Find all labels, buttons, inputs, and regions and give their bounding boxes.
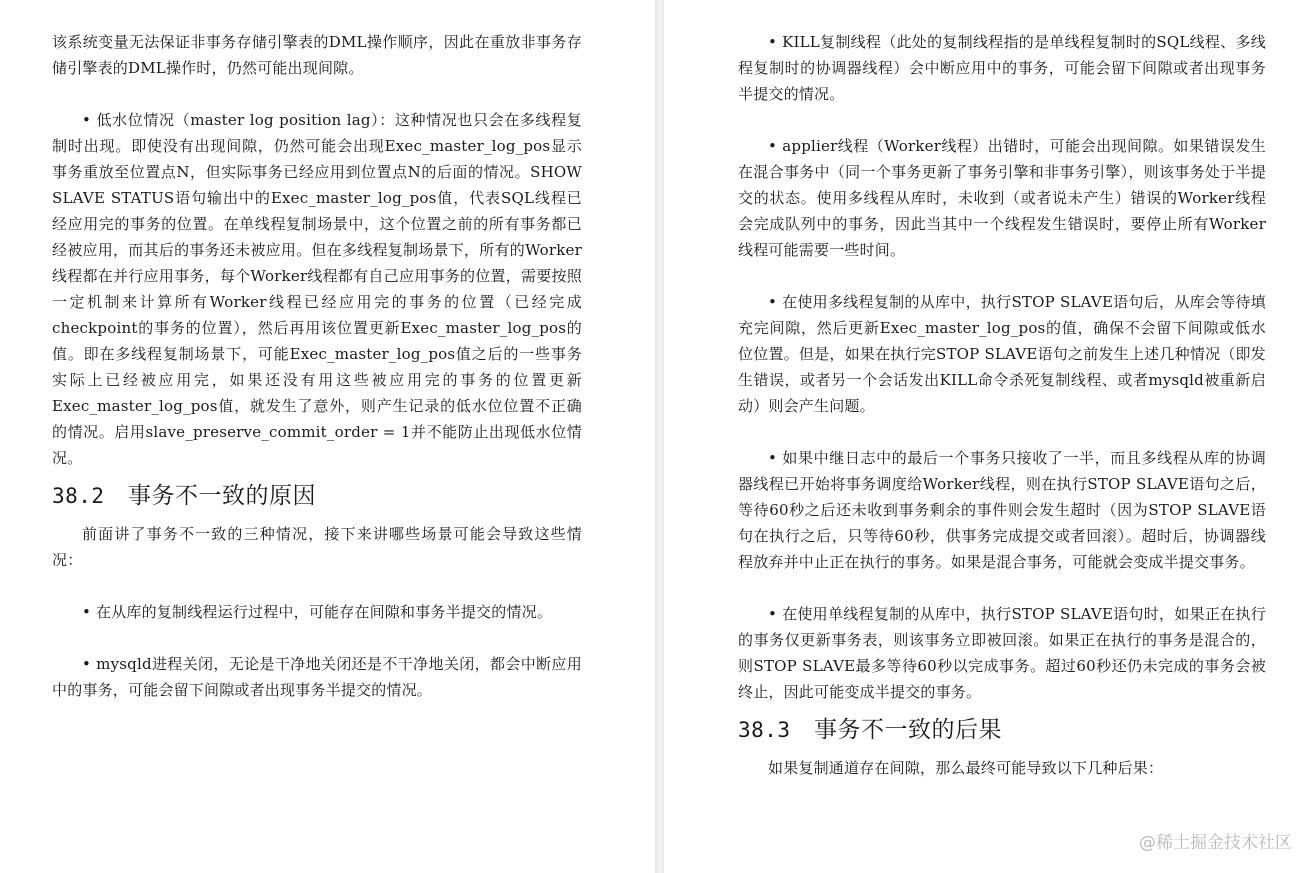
- right-page: [664, 0, 1310, 873]
- bullet-low-watermark: • 低水位情况（master log position lag）：这种情况也只会在多线程复制时出现。即使没有出现间隙，仍然可能会出现Exec_master_log_pos显示事务重放至位置点N，但实际事务已经应用到位置点N的后面的情况。SHOW SLAVE STATUS语句输出中的Exec_master_log_pos值，代表SQL线程已经应用完的事务的位置。在单线程复制场景中，这个位置之前的所有事务都已经被应用，而其后的事务还未被应用。但在多线程复制场景下，所有的Worker线程都在并行应用事务，每个Worker线程都有自己应用事务的位置，需要按照一定机制来计算所有Worker线程已经应用完的事务的位置（已经完成checkpoint的事务的位置），然后再用该位置更新Exec_master_log_pos的值。即在多线程复制场景下，可能Exec_master_log_pos值之后的一些事务实际上已经被应用完，如果还没有用这些被应用完的事务的位置更新Exec_master_log_pos值，就发生了意外，则产生记录的低水位位置不正确的情况。启用slave_preserve_commit_order = 1并不能防止出现低水位情况。: [52, 111, 582, 467]
- section-heading-38-2: [52, 479, 582, 513]
- paragraph-intro: 前面讲了事务不一致的三种情况，接下来讲哪些场景可能会导致这些情况：: [52, 525, 582, 569]
- section-title: 事务不一致的后果: [814, 717, 1002, 743]
- bullet-kill-thread: • KILL复制线程（此处的复制线程指的是单线程复制时的SQL线程、多线程复制时的协调器线程）会中断应用中的事务，可能会留下间隙或者出现事务半提交的情况。: [738, 33, 1266, 103]
- left-page-content: [52, 29, 582, 703]
- paragraph-continued: 该系统变量无法保证非事务存储引擎表的DML操作顺序，因此在重放非事务存储引擎表的DML操作时，仍然可能出现间隙。: [52, 33, 582, 77]
- bullet-applier-error: • applier线程（Worker线程）出错时，可能会出现间隙。如果错误发生在混合事务中（同一个事务更新了事务引擎和非事务引擎），则该事务处于半提交的状态。使用多线程从库时，未收到（或者说未产生）错误的Worker线程会完成队列中的事务，因此当其中一个线程发生错误时，要停止所有Worker线程可能需要一些时间。: [738, 137, 1266, 259]
- section-number: 38.3: [738, 718, 791, 742]
- bullet-mysqld-shutdown: • mysqld进程关闭，无论是干净地关闭还是不干净地关闭，都会中断应用中的事务，可能会留下间隙或者出现事务半提交的情况。: [52, 655, 582, 699]
- section-heading-38-3: [738, 713, 1266, 747]
- section-title: 事务不一致的原因: [128, 483, 316, 509]
- bullet-relay-log-half: • 如果中继日志中的最后一个事务只接收了一半，而且多线程从库的协调器线程已开始将事务调度给Worker线程，则在执行STOP SLAVE语句之后，等待60秒之后还未收到事务剩余的事件则会发生超时（因为STOP SLAVE语句在执行之后，只等待60秒，供事务完成提交或者回滚）。超时后，协调器线程放弃并中止正在执行的事务。如果是混合事务，可能就会变成半提交事务。: [738, 449, 1266, 571]
- watermark: @稀土掘金技术社区: [1139, 833, 1292, 853]
- paragraph-consequence-intro: 如果复制通道存在间隙，那么最终可能导致以下几种后果：: [768, 759, 1164, 777]
- bullet-replication-running: • 在从库的复制线程运行过程中，可能存在间隙和事务半提交的情况。: [82, 603, 553, 621]
- right-page-content: [738, 29, 1266, 781]
- section-number: 38.2: [52, 484, 105, 508]
- bullet-stop-slave-multithread: • 在使用多线程复制的从库中，执行STOP SLAVE语句后，从库会等待填充完间隙，然后更新Exec_master_log_pos的值，确保不会留下间隙或低水位位置。但是，如果在执行完STOP SLAVE语句之前发生上述几种情况（即发生错误，或者另一个会话发出KILL命令杀死复制线程、或者mysqld被重新启动）则会产生问题。: [738, 293, 1266, 415]
- bullet-stop-slave-single: • 在使用单线程复制的从库中，执行STOP SLAVE语句时，如果正在执行的事务仅更新事务表，则该事务立即被回滚。如果正在执行的事务是混合的，则STOP SLAVE最多等待60秒以完成事务。超过60秒还仍未完成的事务会被终止，因此可能变成半提交的事务。: [738, 605, 1266, 701]
- page-gutter: [655, 0, 664, 873]
